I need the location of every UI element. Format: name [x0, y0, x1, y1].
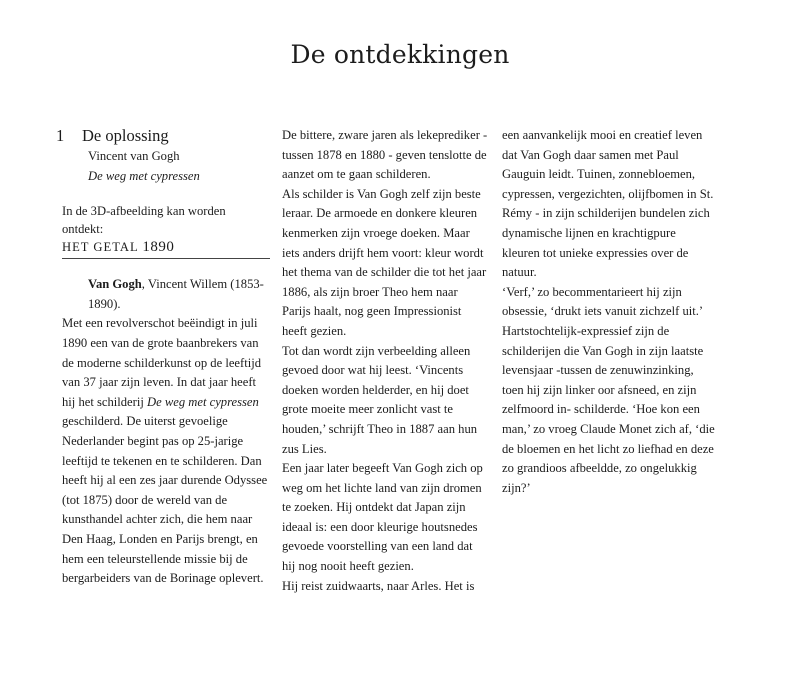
intro-text: In de 3D-afbeelding kan worden ontdekt: — [62, 204, 226, 237]
section-heading — [56, 126, 270, 146]
bio-paragraph-2: Als schilder is Van Gogh zelf zijn beste leraar. De armoede en donkere kleuren kenmerken zijn vroege doeken. Maar iets anders drijft hem voort: kleur wordt het thema van de schilder die tot het jaar 1886, als zijn broer Theo hem naar Parijs haalt, nog geen Impressionist heeft gezien. — [282, 186, 487, 338]
bio-name-rest: , Vincent Willem (1853-1890). — [88, 277, 264, 311]
answer-number: 1890 — [142, 239, 175, 256]
bio-p1-part-a: Met een revolverschot beëindigt in juli 1890 een van de grote baanbrekers van de moderne schilderkunst op de leeftijd van 37 jaar zijn leven. In dat jaar heeft hij het schilderij — [62, 316, 261, 409]
answer-prefix: HET GETAL — [62, 240, 143, 255]
bio-p1-part-b-continued: De bittere, zware jaren als lekeprediker - tussen 1878 en 1880 - geven tenslotte de aanzet om te gaan schilderen. — [282, 128, 488, 182]
bio-paragraph-5-continued: een aanvankelijk mooi en creatief leven dat Van Gogh daar samen met Paul Gauguin leidt. Tuinen, zonnebloemen, cypressen, vergezichten, olijfbomen in St. Rémy - in zijn schilderijen bundelen zich dynamische lijnen en krachtigpure kleuren tot unieke expressies over de natuur. — [502, 128, 714, 280]
section-number: 1 — [56, 126, 65, 145]
column-right — [502, 126, 716, 498]
artwork-title: De weg met cypressen — [88, 168, 200, 183]
answer-line — [62, 238, 270, 259]
bio-p1-artwork: De weg met cypressen — [147, 394, 259, 409]
bio-paragraph-4: Een jaar later begeeft Van Gogh zich op weg om het lichte land van zijn dromen te zoeken. Hij ontdekt dat Japan zijn ideaal is: een door kleurige houtsnedes gevoede voorstelling van een land dat hij nog nooit heeft gezien. — [282, 461, 483, 574]
bio-p1-part-b: geschilderd. De uiterst gevoelige Nederlander begint pas op 25-jarige leeftijd te tekenen en te schilderen. Dan heeft hij al een zes jaar durende Odyssee (tot 1875) door de wereld van de kunsthandel achter zich, die hem naar Den Haag, Londen en Parijs brengt, en hem een teleurstellende missie bij de bergarbeiders van de Borinage oplevert. — [62, 414, 268, 586]
page-title: De ontdekkingen — [290, 40, 510, 69]
bio-heading — [62, 275, 270, 314]
bio-paragraph-6: ‘Verf,’ zo becommentarieert hij zijn obsessie, ‘drukt iets vanuit zichzelf uit.’ Hartstochtelijk-expressief zijn de schilderijen die Van Gogh in zijn laatste levensjaar -tussen de zenuwinzinking, toen hij zijn linker oor afsneed, en zijn zelfmoord in- schilderde. ‘Hoe kon een man,’ zo vroeg Claude Monet zich af, ‘die de bloemen en het licht zo liefhad en deze zo grandioos afbeeldde, zo ongelukkig zijn?’ — [502, 284, 715, 495]
column-left — [56, 126, 270, 589]
bio-paragraph-3: Tot dan wordt zijn verbeelding alleen gevoed door wat hij leest. ‘Vincents doeken worden helderder, en hij doet grote moeite meer zonlicht vast te houden,’ schrijft Theo in 1887 aan hun zus Lies. — [282, 343, 478, 456]
bio-paragraph-1 — [62, 314, 270, 588]
section-title: De oplossing — [82, 126, 169, 145]
bio-paragraph-5: Hij reist zuidwaarts, naar Arles. Het is — [282, 578, 475, 593]
bio-paragraph-1-continued — [282, 126, 489, 185]
column-middle — [282, 126, 489, 596]
bio-name: Van Gogh — [88, 277, 142, 292]
artist-name: Vincent van Gogh — [88, 149, 180, 163]
